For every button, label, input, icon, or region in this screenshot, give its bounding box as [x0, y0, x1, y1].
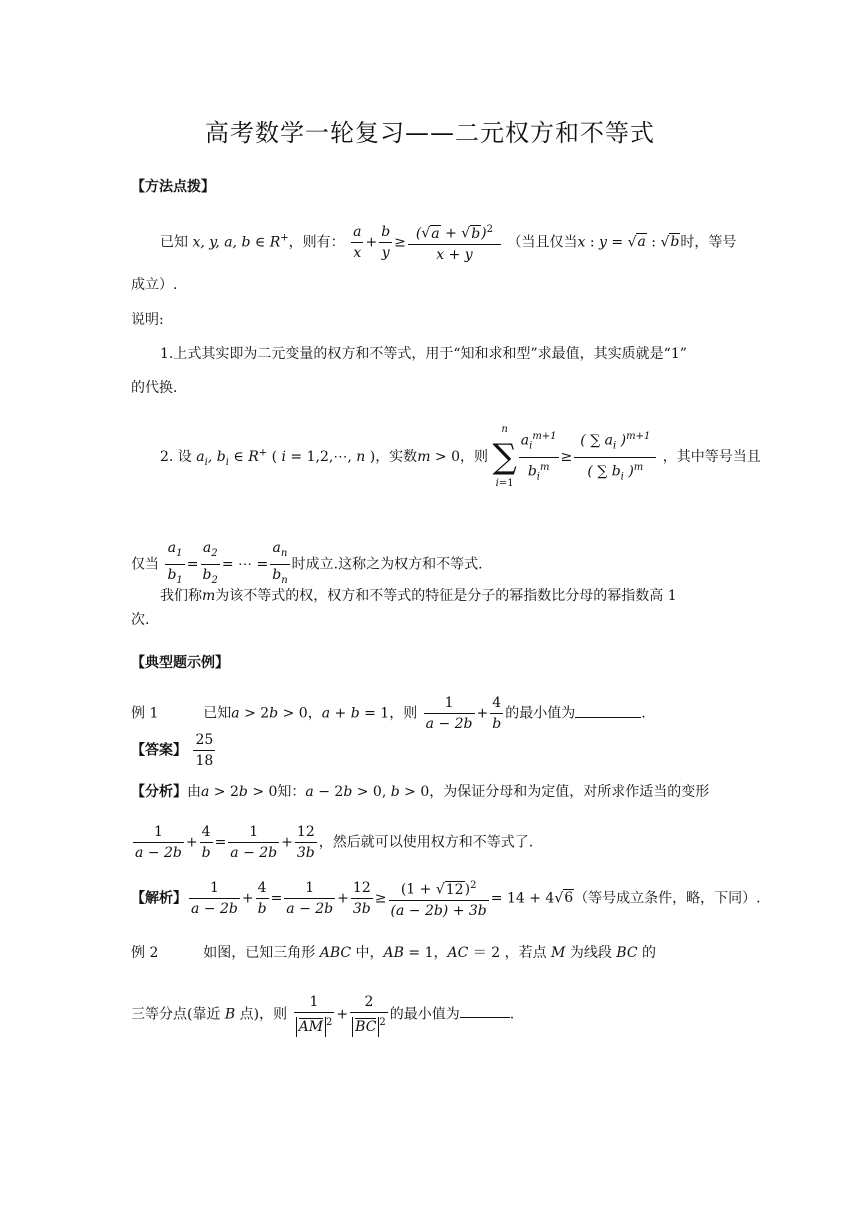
note2-real: ，实数: [375, 449, 418, 465]
answer-denominator: 18: [195, 753, 214, 769]
method-then: ，则有：: [288, 234, 345, 251]
example1-line: 例 1 已知a > 2b > 0，a + b = 1，则 $\frac{1}{a - 2b}$ + $\frac{4}{b}$ 的最小值为 .: [131, 695, 646, 732]
solution-tail: （等号成立条件，略，下同）.: [574, 890, 761, 907]
analysis-label: 【分析】: [131, 784, 187, 800]
condition-expr: x: [577, 234, 586, 251]
example2-label: 例 2: [131, 945, 159, 961]
formula-a-over-x: $\frac{a}{x}$: [353, 223, 362, 261]
note2-cond-line: 仅当 $\frac{a_1}{b_1}$ = $\frac{a_2}{b_2}$ = ⋯ = $\frac{a_n}{b_n}$ 时成立.这称之为权方和不等式.: [131, 540, 483, 586]
example1-label: 例 1: [131, 705, 159, 722]
answer-line: [131, 730, 217, 771]
note2-established: 时成立.这称之为权方和不等式.: [291, 556, 483, 573]
method-cond-tail: 时，等号: [680, 234, 737, 251]
note1-line2: 的代换.: [131, 380, 178, 396]
note-label: 说明:: [131, 312, 164, 328]
example2-trisect: 三等分点(靠近: [131, 1006, 221, 1023]
example2-blank: [460, 1003, 510, 1018]
example2-of: 的: [642, 945, 657, 961]
method-line2: 成立）.: [131, 277, 178, 293]
examples-heading: 【典型题示例】: [131, 655, 229, 671]
answer-label: 【答案】: [131, 742, 187, 759]
note1-line1: 1.上式其实即为二元变量的权方和不等式，用于“知和求和型”求最值，其实质就是“1”: [160, 346, 687, 362]
example2-in: 中，: [355, 945, 384, 961]
example1-end: .: [641, 705, 646, 722]
page-title: 高考数学一轮复习——二元权方和不等式: [205, 119, 655, 147]
example2-line2: 三等分点(靠近 B 点)，则 $\frac{1}{AM ^2}$ + $\frac{2}{BC ^2}$ 的最小值为 .: [131, 994, 515, 1035]
note3-line1: 我们称m为该不等式的权，权方和不等式的特征是分子的幂指数比分母的幂指数高 1: [160, 588, 677, 604]
note3-line2: 次.: [131, 612, 150, 628]
example2-end: .: [509, 1006, 515, 1023]
method-heading: 【方法点拨】: [131, 179, 215, 195]
example2-segment: 为线段: [569, 945, 612, 961]
formula-b-over-y: $\frac{b}{y}$: [381, 223, 391, 261]
analysis-know: 知：: [277, 784, 306, 800]
power-rhs: $\frac{( \sum a_i )^{m+1}}{( \sum b_i )^m}$: [574, 427, 656, 487]
method-vars: x, y, a, b: [192, 234, 251, 251]
answer-numerator: 25: [193, 730, 215, 751]
example1-blank: [575, 703, 641, 718]
example1-then: ，则: [389, 705, 418, 722]
note3-prefix: 我们称: [160, 588, 202, 604]
power-term: $\frac{a_i^{m+1}}{b_i^m}$: [519, 427, 559, 487]
formula-rhs: $\frac{(√a + √b)^2}{x + y}$: [408, 220, 501, 265]
note2-equality: ，其中等号当且: [662, 449, 761, 465]
example2-ask: 的最小值为: [389, 1006, 460, 1023]
note2-line: 2. 设 $a_i$, $b_i$ ∈ R+ ( i = 1,2,⋯, n )，实数m > 0，则 n ∑ i=1 $\frac{a_i^{m+1}}{b_i^m}$ ≥ $\frac{( \sum a_i )^{m+1}}{( \sum b_i )^m}$ ，其中等号当且: [160, 420, 761, 494]
example2-given: 如图，已知三角形: [203, 945, 316, 961]
analysis-reason: ，为保证分母和为定值，对所求作适当的变形: [429, 784, 710, 800]
example2-point: ，若点: [504, 945, 547, 961]
example2-then: 点)，则: [239, 1006, 288, 1023]
analysis-then: ，然后就可以使用权方和不等式了.: [318, 834, 534, 851]
note3-body: 为该不等式的权，权方和不等式的特征是分子的幂指数比分母的幂指数高 1: [215, 588, 677, 604]
sum-symbol: n ∑ i=1: [492, 424, 517, 489]
method-condition: （当且仅当: [507, 234, 578, 251]
note2-then: ，则: [460, 449, 489, 465]
note2-only-when: 仅当: [131, 556, 159, 573]
analysis-line2: $\frac{1}{a - 2b}$ + $\frac{4}{b}$ = $\frac{1}{a - 2b}$ + $\frac{12}{3b}$ ，然后就可以使用权方和不等式了.: [135, 824, 534, 861]
example1-given: 已知: [203, 705, 232, 722]
example1-sep: ，: [307, 705, 322, 722]
note2-prefix: 2. 设: [160, 449, 192, 465]
example2-line1: 例 2 如图，已知三角形 ABC 中，AB = 1，AC ＝ 2 ，若点 M 为线段 BC 的: [131, 945, 657, 961]
solution-line: 【解析】 $\frac{1}{a - 2b}$ + $\frac{4}{b}$ = $\frac{1}{a - 2b}$ + $\frac{12}{3b}$ ≥ $\frac{(1 + √12)^2}{(a - 2b) + 3b}$ = 14 + 4√6（等号成立条件，略，下同）.: [131, 876, 761, 921]
method-intro: 已知: [160, 234, 188, 251]
analysis-from: 由: [187, 784, 201, 800]
example1-ask: 的最小值为: [505, 705, 576, 722]
analysis-line1: 【分析】由a > 2b > 0知：a − 2b > 0, b > 0，为保证分母和为定值，对所求作适当的变形: [131, 784, 710, 800]
method-formula-line: 已知 x, y, a, b ∈ R+，则有： $\frac{a}{x}$ + $\frac{b}{y}$ ≥ $\frac{(√a + √b)^2}{x + y}$ （当且仅当x : y = √a : √b时，等号: [160, 220, 736, 265]
solution-label: 【解析】: [131, 890, 187, 907]
answer-value: [193, 730, 215, 771]
